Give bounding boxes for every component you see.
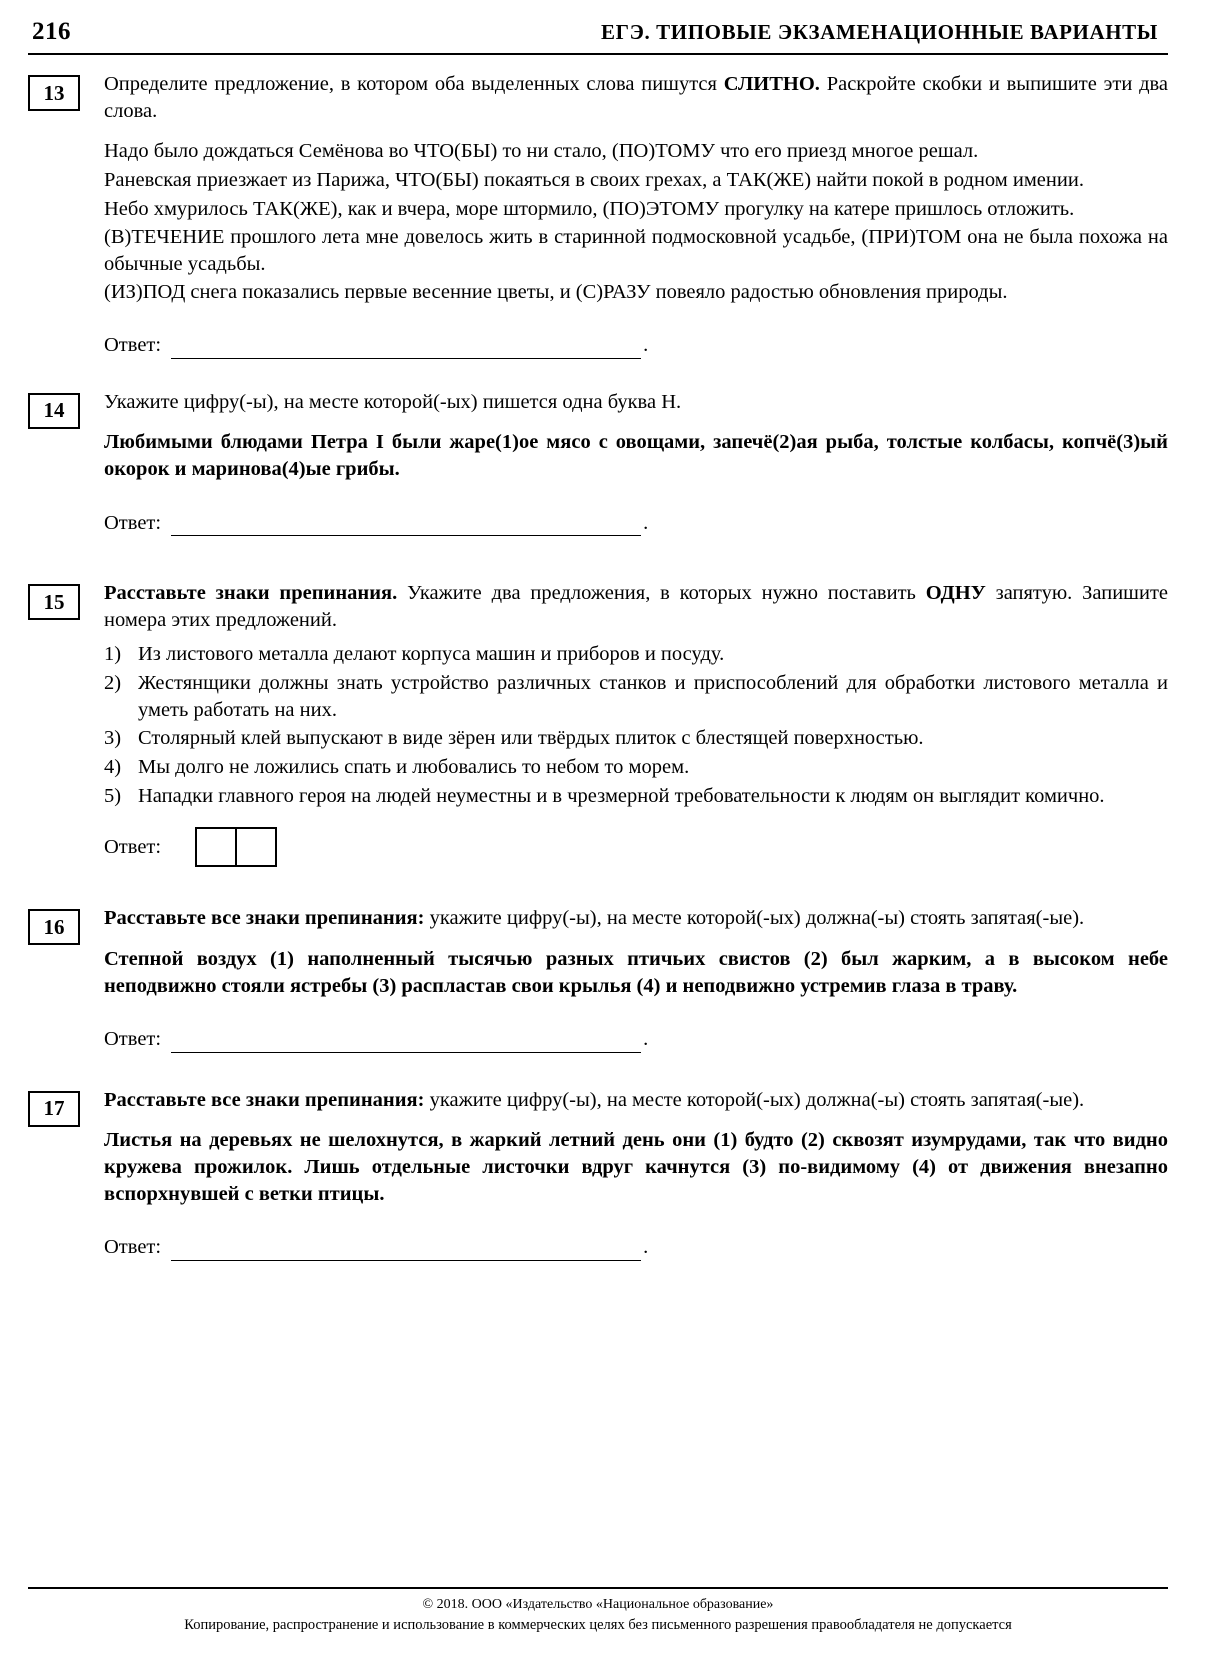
task-15-body — [104, 580, 1168, 871]
answer-period: . — [643, 511, 649, 534]
option-text: Жестянщики должны знать устройство различных станков и приспособлений для обработки листового металла и уметь работать на них. — [138, 672, 1168, 721]
task-13-prompt-bold: СЛИТНО. — [723, 73, 820, 95]
page-footer — [28, 1587, 1168, 1636]
task-17-sentence: Листья на деревьях не шелохнутся, в жаркий летний день они (1) будто (2) сквозят изумрудами, так что видно кружева прожилок. Лишь отдельные листочки вдруг качнутся (3) по-видимому (4) от движения внезапно вспорхнувшей с ветки птицы. — [104, 1129, 1168, 1206]
task-16 — [28, 905, 1168, 1056]
task-14 — [28, 389, 1168, 540]
task-13-item-3: Небо хмурилось ТАК(ЖЕ), как и вчера, море штормило, (ПО)ЭТОМУ прогулку на катере пришлось отложить. — [104, 197, 1075, 220]
task-17-prompt-tail: укажите цифру(-ы), на месте которой(-ых) должна(-ы) стоять запятая(-ые). — [424, 1088, 1085, 1111]
task-15-options — [104, 641, 1168, 809]
option-text: Мы долго не ложились спать и любовались то небом то морем. — [138, 755, 690, 778]
option-marker: 5) — [104, 784, 122, 807]
task-13-item-2: Раневская приезжает из Парижа, ЧТО(БЫ) покаяться в своих грехах, а ТАК(ЖЕ) найти покой в родном имении. — [104, 168, 1084, 191]
task-17 — [28, 1087, 1168, 1265]
header-title: ЕГЭ. ТИПОВЫЕ ЭКЗАМЕНАЦИОННЫЕ ВАРИАНТЫ — [601, 20, 1158, 44]
task-14-answer — [104, 510, 1168, 537]
answer-period: . — [643, 1236, 649, 1259]
answer-box-1[interactable] — [195, 827, 237, 867]
answer-label: Ответ: — [104, 1028, 162, 1050]
page-header — [28, 18, 1168, 46]
task-15-answer — [104, 827, 1168, 867]
task-16-prompt-tail: укажите цифру(-ы), на месте которой(-ых) должна(-ы) стоять запятая(-ые). — [424, 907, 1085, 930]
copyright-line: © 2018. ООО «Издательство «Национальное образование» — [422, 1596, 774, 1612]
option-marker: 3) — [104, 727, 122, 750]
answer-input-13[interactable] — [171, 341, 641, 359]
legal-line: Копирование, распространение и использование в коммерческих целях без письменного разрешения правообладателя не допускается — [184, 1616, 1012, 1633]
task-number-16: 16 — [28, 909, 80, 945]
page-number: 216 — [32, 18, 71, 45]
task-14-prompt: Укажите цифру(-ы), на месте которой(-ых) пишется одна буква Н. — [104, 390, 682, 413]
task-number-14: 14 — [28, 393, 80, 429]
option-marker: 4) — [104, 755, 122, 778]
task-16-prompt-bold: Расставьте все знаки препинания: — [104, 907, 425, 930]
answer-label: Ответ: — [104, 334, 162, 357]
answer-input-17[interactable] — [171, 1243, 641, 1261]
option-marker: 2) — [104, 672, 122, 695]
task-15-prompt-tail: запятую. Запишите номера этих предложений. — [104, 582, 1168, 631]
answer-label: Ответ: — [104, 835, 162, 858]
task-13 — [28, 71, 1168, 363]
option-text: Из листового металла делают корпуса машин и приборов и посуду. — [138, 643, 725, 666]
list-item — [104, 783, 1168, 810]
task-17-prompt-bold: Расставьте все знаки препинания: — [104, 1088, 425, 1111]
task-13-prompt — [104, 71, 1168, 124]
task-13-item-1: Надо было дождаться Семёнова во ЧТО(БЫ) то ни стало, (ПО)ТОМУ что его приезд многое решал. — [104, 140, 979, 163]
answer-period: . — [643, 1028, 649, 1050]
task-number-13: 13 — [28, 75, 80, 111]
option-marker: 1) — [104, 643, 122, 666]
task-number-15: 15 — [28, 584, 80, 620]
answer-boxes-15 — [195, 827, 275, 867]
task-16-body — [104, 905, 1168, 1056]
option-text: Нападки главного героя на людей неуместны и в чрезмерной требовательности к людям он выглядит комично. — [138, 784, 1105, 807]
answer-input-14[interactable] — [171, 518, 641, 536]
task-16-prompt — [104, 905, 1168, 932]
task-13-prompt-tail: Раскройте скобки и выпишите эти два слова. — [104, 73, 1169, 122]
list-item — [104, 670, 1168, 723]
task-17-answer — [104, 1234, 1168, 1261]
list-item — [104, 725, 1168, 752]
option-text: Столярный клей выпускают в виде зёрен или твёрдых плиток с блестящей поверхностью. — [138, 727, 924, 750]
footer-divider — [28, 1587, 1168, 1589]
task-13-prompt-lead: Определите предложение, в котором оба выделенных слова пишутся — [104, 73, 724, 95]
answer-input-16[interactable] — [171, 1035, 641, 1053]
answer-label: Ответ: — [104, 1236, 162, 1259]
task-15-prompt-mid: Укажите два предложения, в которых нужно поставить — [397, 582, 926, 605]
answer-label: Ответ: — [104, 511, 162, 534]
task-15-prompt-bold-2: ОДНУ — [925, 582, 986, 605]
answer-period: . — [643, 334, 649, 357]
task-13-item-4: (В)ТЕЧЕНИЕ прошлого лета мне довелось жить в старинной подмосковной усадьбе, (ПРИ)ТОМ она не была похожа на обычные усадьбы. — [104, 226, 1168, 275]
task-15 — [28, 580, 1168, 871]
answer-box-2[interactable] — [235, 827, 277, 867]
task-14-body — [104, 389, 1168, 540]
task-number-17: 17 — [28, 1091, 80, 1127]
task-15-prompt-bold-1: Расставьте знаки препинания. — [104, 582, 398, 605]
task-13-answer — [104, 332, 1168, 359]
task-13-body — [104, 71, 1168, 363]
header-divider — [28, 53, 1168, 55]
task-17-body — [104, 1087, 1168, 1265]
task-16-sentence: Степной воздух (1) наполненный тысячью разных птичьих свистов (2) был жарким, а в высоком небе неподвижно стояли ястребы (3) распластав свои крылья (4) и неподвижно устремив глаза в траву. — [104, 947, 1168, 997]
task-15-prompt — [104, 580, 1168, 633]
list-item — [104, 754, 1168, 781]
task-14-sentence: Любимыми блюдами Петра I были жаре(1)ое мясо с овощами, запечё(2)ая рыба, толстые колбасы, копчё(3)ый окорок и маринова(4)ые грибы. — [104, 431, 1168, 481]
list-item — [104, 641, 1168, 668]
task-17-prompt — [104, 1087, 1168, 1114]
task-13-item-5: (ИЗ)ПОД снега показались первые весенние цветы, и (С)РАЗУ повеяло радостью обновления природы. — [104, 281, 1008, 304]
task-16-answer — [104, 1026, 1168, 1053]
